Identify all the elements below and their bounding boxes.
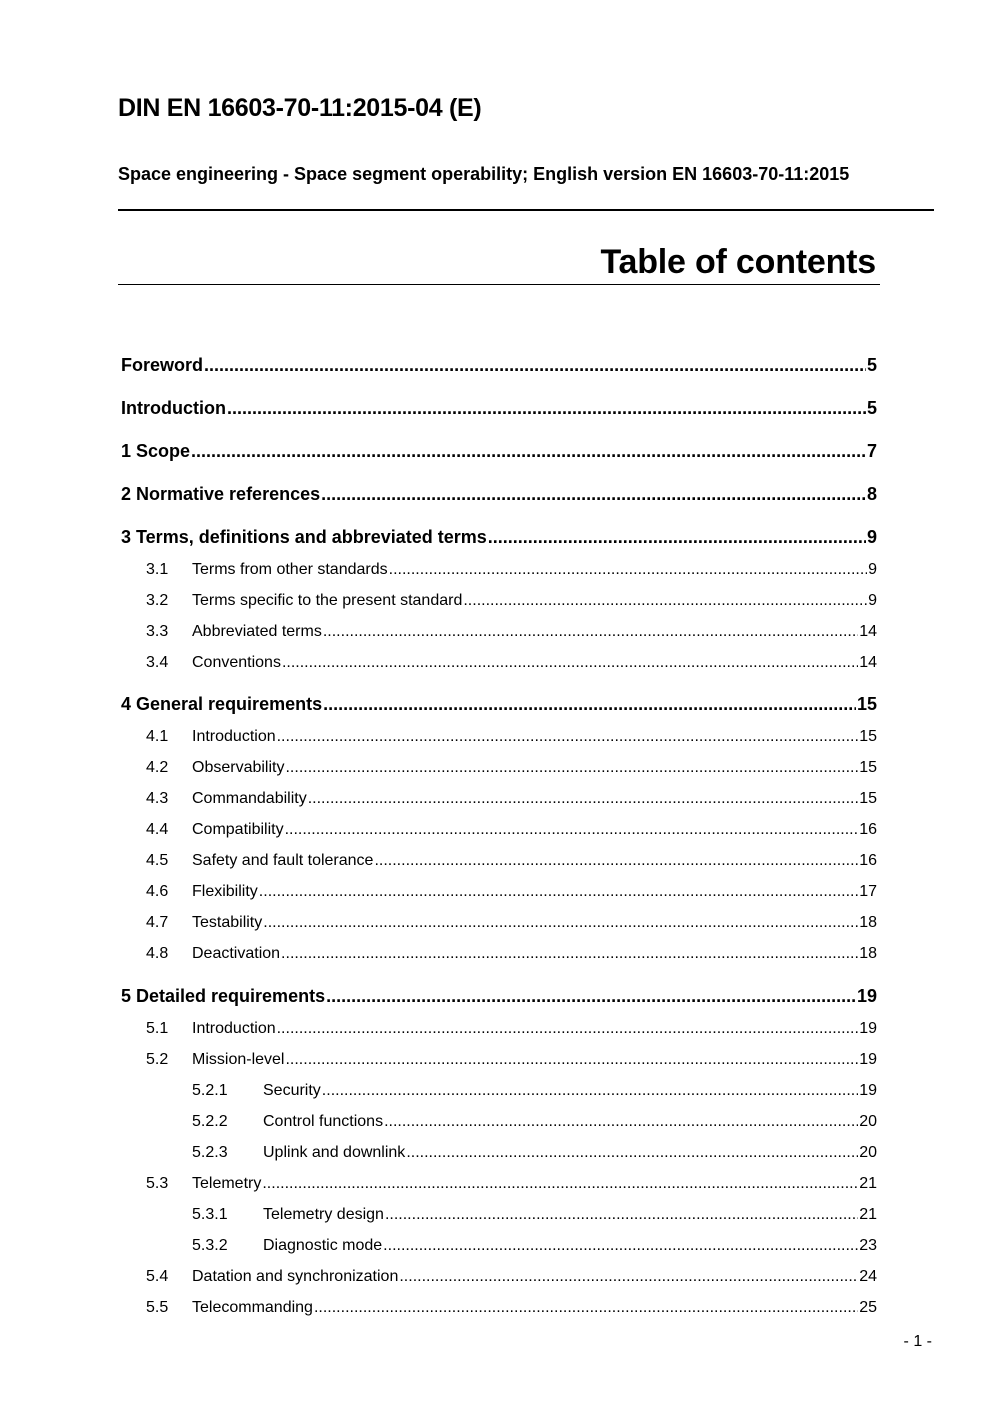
toc-entry[interactable] xyxy=(192,1113,877,1135)
dot-leader xyxy=(262,1175,858,1193)
toc-entry-number: 4.6 xyxy=(146,883,169,900)
dot-leader xyxy=(204,355,866,376)
toc-entry[interactable] xyxy=(146,1175,877,1197)
toc-entry-number: 1 xyxy=(121,441,132,461)
toc-entry-number: 4 xyxy=(121,694,132,714)
toc-entry[interactable] xyxy=(146,852,877,874)
page-number: - 1 - xyxy=(903,1333,932,1350)
toc-entry-page: 16 xyxy=(859,852,877,869)
toc-entry-title: Deactivation xyxy=(192,945,281,962)
toc-entry-page: 15 xyxy=(859,759,877,776)
toc-entry[interactable] xyxy=(146,561,877,583)
toc-entry-page: 19 xyxy=(859,1082,877,1099)
toc-entry-number: 4.5 xyxy=(146,852,169,869)
dot-leader xyxy=(323,694,856,715)
dot-leader xyxy=(259,883,858,901)
toc-entry-title: Detailed requirements xyxy=(136,986,326,1006)
toc-entry[interactable] xyxy=(192,1082,877,1104)
toc-entry-title: Uplink and downlink xyxy=(263,1144,406,1161)
toc-entry-page: 18 xyxy=(859,945,877,962)
toc-entry[interactable] xyxy=(121,441,877,463)
toc-entry-title: Introduction xyxy=(192,728,276,745)
toc-entry-number: 5.3.1 xyxy=(192,1206,228,1223)
toc-entry[interactable] xyxy=(146,790,877,812)
toc-entry-title: Foreword xyxy=(121,355,204,375)
toc-entry-title: Introduction xyxy=(192,1020,276,1037)
toc-entry[interactable] xyxy=(146,1020,877,1042)
toc-entry-number: 2 xyxy=(121,484,132,504)
toc-entry-title: General requirements xyxy=(136,694,323,714)
dot-leader xyxy=(282,654,858,672)
dot-leader xyxy=(285,759,858,777)
toc-heading-divider xyxy=(118,284,880,285)
toc-entry-title: Diagnostic mode xyxy=(263,1237,383,1254)
dot-leader xyxy=(374,852,858,870)
dot-leader xyxy=(323,623,858,641)
toc-entry-number: 3.3 xyxy=(146,623,169,640)
dot-leader xyxy=(384,1113,858,1131)
toc-entry-number: 4.8 xyxy=(146,945,169,962)
dot-leader xyxy=(488,527,866,548)
toc-entry[interactable] xyxy=(146,1268,877,1290)
dot-leader xyxy=(308,790,858,808)
toc-entry-number: 3.2 xyxy=(146,592,169,609)
dot-leader xyxy=(314,1299,858,1317)
toc-entry-number: 5.5 xyxy=(146,1299,169,1316)
toc-entry[interactable] xyxy=(146,821,877,843)
toc-entry-page: 18 xyxy=(859,914,877,931)
toc-entry-title: Telemetry xyxy=(192,1175,262,1192)
toc-entry-title: Security xyxy=(263,1082,321,1099)
toc-entry-number: 3.4 xyxy=(146,654,169,671)
toc-entry-number: 5.3 xyxy=(146,1175,169,1192)
toc-entry-number: 5.1 xyxy=(146,1020,169,1037)
toc-entry-page: 15 xyxy=(856,694,877,714)
toc-entry-page: 25 xyxy=(859,1299,877,1316)
toc-entry-page: 21 xyxy=(859,1206,877,1223)
toc-entry-number: 5.2 xyxy=(146,1051,169,1068)
toc-entry-page: 24 xyxy=(859,1268,877,1285)
toc-heading: Table of contents xyxy=(600,243,876,281)
dot-leader xyxy=(385,1206,858,1224)
toc-entry[interactable] xyxy=(146,623,877,645)
toc-entry-page: 15 xyxy=(859,790,877,807)
dot-leader xyxy=(389,561,867,579)
toc-entry-number: 4.7 xyxy=(146,914,169,931)
toc-entry-title: Telecommanding xyxy=(192,1299,313,1316)
header-divider xyxy=(118,209,934,211)
dot-leader xyxy=(326,986,856,1007)
toc-entry-title: Terms, definitions and abbreviated terms xyxy=(136,527,487,547)
toc-entry[interactable] xyxy=(121,398,877,420)
toc-entry-number: 5.2.2 xyxy=(192,1113,228,1130)
toc-entry-number: 5 xyxy=(121,986,132,1006)
toc-entry-number: 3.1 xyxy=(146,561,169,578)
dot-leader xyxy=(399,1268,858,1286)
toc-entry-title: Terms specific to the present standard xyxy=(192,592,463,609)
toc-entry-page: 5 xyxy=(866,355,877,375)
dot-leader xyxy=(285,1051,858,1069)
toc-entry-page: 8 xyxy=(866,484,877,504)
dot-leader xyxy=(322,1082,858,1100)
toc-entry-page: 16 xyxy=(859,821,877,838)
toc-entry[interactable] xyxy=(121,484,877,506)
toc-entry-number: 4.1 xyxy=(146,728,169,745)
toc-entry-page: 7 xyxy=(866,441,877,461)
toc-entry-title: Datation and synchronization xyxy=(192,1268,399,1285)
toc-entry-title: Commandability xyxy=(192,790,307,807)
toc-entry-title: Telemetry design xyxy=(263,1206,384,1223)
dot-leader xyxy=(406,1144,858,1162)
toc-entry[interactable] xyxy=(121,694,877,716)
toc-entry-page: 14 xyxy=(859,654,877,671)
toc-entry-number: 4.3 xyxy=(146,790,169,807)
toc-entry-title: Control functions xyxy=(263,1113,384,1130)
toc-entry-page: 17 xyxy=(859,883,877,900)
toc-entry-number: 5.4 xyxy=(146,1268,169,1285)
toc-entry[interactable] xyxy=(146,759,877,781)
dot-leader xyxy=(285,821,859,839)
toc-entry[interactable] xyxy=(146,728,877,750)
toc-entry-number: 5.2.1 xyxy=(192,1082,228,1099)
toc-entry-page: 15 xyxy=(859,728,877,745)
toc-entry[interactable] xyxy=(192,1144,877,1166)
dot-leader xyxy=(321,484,866,505)
toc-entry-title: Flexibility xyxy=(192,883,258,900)
toc-entry-page: 19 xyxy=(859,1020,877,1037)
toc-entry-title: Observability xyxy=(192,759,285,776)
toc-entry[interactable] xyxy=(192,1237,877,1259)
toc-entry[interactable] xyxy=(146,1299,877,1321)
toc-entry[interactable] xyxy=(146,914,877,936)
toc-entry-title: Introduction xyxy=(121,398,226,418)
dot-leader xyxy=(227,398,866,419)
toc-entry-title: Abbreviated terms xyxy=(192,623,322,640)
toc-entry-title: Terms from other standards xyxy=(192,561,388,578)
toc-entry-page: 20 xyxy=(859,1113,877,1130)
dot-leader xyxy=(277,728,859,746)
toc-entry-page: 20 xyxy=(859,1144,877,1161)
toc-entry-number: 5.3.2 xyxy=(192,1237,228,1254)
toc-entry[interactable] xyxy=(192,1206,877,1228)
toc-entry-title: Scope xyxy=(136,441,191,461)
toc-entry-page: 14 xyxy=(859,623,877,640)
dot-leader xyxy=(277,1020,859,1038)
dot-leader xyxy=(191,441,866,462)
toc-entry-page: 9 xyxy=(868,592,877,609)
dot-leader xyxy=(383,1237,858,1255)
toc-entry-title: Testability xyxy=(192,914,263,931)
dot-leader xyxy=(463,592,867,610)
toc-entry-title: Normative references xyxy=(136,484,321,504)
toc-entry[interactable] xyxy=(121,986,877,1008)
toc-entry[interactable] xyxy=(121,527,877,549)
toc-entry-number: 4.4 xyxy=(146,821,169,838)
document-subtitle: Space engineering - Space segment operability; English version EN 16603-70-11:2015 xyxy=(118,164,850,184)
toc-entry-page: 9 xyxy=(866,527,877,547)
toc-entry-title: Conventions xyxy=(192,654,281,671)
toc-entry-page: 19 xyxy=(856,986,877,1006)
toc-entry-page: 21 xyxy=(859,1175,877,1192)
toc-entry[interactable] xyxy=(146,654,877,676)
toc-entry[interactable] xyxy=(146,945,877,967)
toc-entry-page: 19 xyxy=(859,1051,877,1068)
toc-entry[interactable] xyxy=(121,355,877,377)
dot-leader xyxy=(263,914,858,932)
toc-entry-number: 4.2 xyxy=(146,759,169,776)
toc-entry-number: 5.2.3 xyxy=(192,1144,228,1161)
toc-entry-page: 9 xyxy=(868,561,877,578)
document-title: DIN EN 16603-70-11:2015-04 (E) xyxy=(118,94,482,122)
toc-entry-page: 23 xyxy=(859,1237,877,1254)
toc-entry[interactable] xyxy=(146,883,877,905)
dot-leader xyxy=(281,945,858,963)
toc-entry[interactable] xyxy=(146,1051,877,1073)
toc-entry-number: 3 xyxy=(121,527,132,547)
toc-entry-page: 5 xyxy=(866,398,877,418)
toc-entry-title: Safety and fault tolerance xyxy=(192,852,374,869)
toc-entry-title: Mission-level xyxy=(192,1051,285,1068)
toc-entry-title: Compatibility xyxy=(192,821,284,838)
toc-entry[interactable] xyxy=(146,592,877,614)
